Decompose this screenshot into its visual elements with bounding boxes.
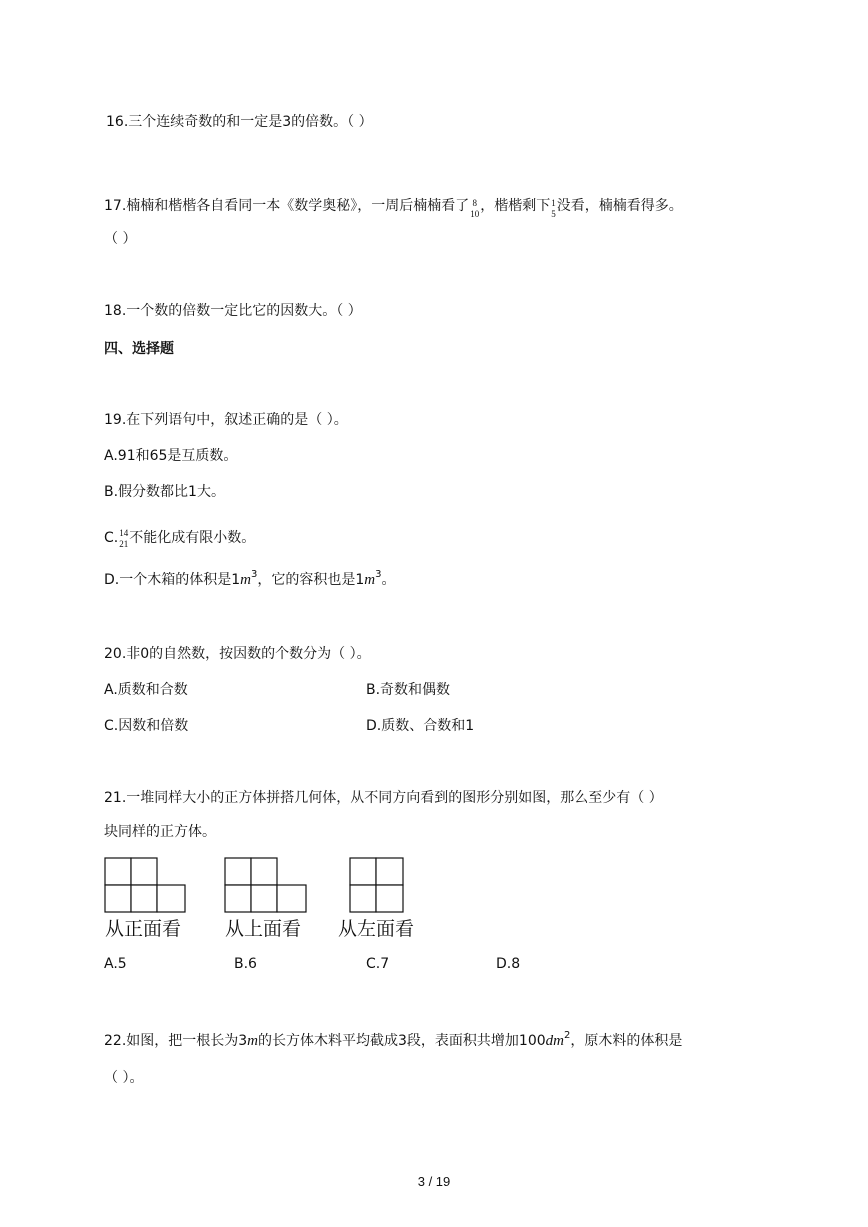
option-text: A.5	[104, 956, 127, 972]
fraction-8-10	[470, 198, 479, 219]
question-22-stem	[104, 1031, 682, 1051]
front-view-cell	[157, 885, 185, 912]
question-21-text: 21.一堆同样大小的正方体拼搭几何体，从不同方向看到的图形分别如图，那么至少有（ ）	[104, 790, 663, 806]
question-22-part3: ，原木料的体积是	[570, 1033, 683, 1049]
question-20-text: 20.非0的自然数，按因数的个数分为（ ）。	[104, 646, 371, 662]
left-view-label: 从左面看	[338, 918, 415, 940]
front-view-cell	[131, 858, 157, 885]
front-view-label: 从正面看	[105, 918, 182, 940]
question-21-option-b	[234, 954, 257, 974]
front-view-cell	[131, 885, 157, 912]
exponent: 2	[564, 1030, 571, 1041]
question-16	[106, 112, 373, 132]
option-text: A.91和65是互质数。	[104, 448, 238, 464]
fraction-1-5	[551, 198, 556, 219]
fraction-numerator: 8	[472, 198, 478, 208]
option-text-part2: ，它的容积也是1	[257, 572, 365, 588]
answer-blank: （ ）	[104, 231, 137, 247]
top-view-cell	[225, 858, 251, 885]
question-21-stem-cont	[104, 822, 216, 842]
fraction-denominator: 5	[551, 209, 556, 219]
fraction-denominator: 21	[119, 539, 129, 549]
top-view-cell	[251, 885, 277, 912]
section-heading	[104, 339, 174, 359]
front-view-cell	[105, 858, 131, 885]
option-text-part1: D.一个木箱的体积是1	[104, 572, 241, 588]
unit-dm: dm	[545, 1033, 564, 1049]
question-21-text-cont: 块同样的正方体。	[104, 824, 216, 840]
question-20-option-b	[366, 680, 450, 700]
top-view-cell	[277, 885, 306, 912]
section-title: 四、选择题	[104, 341, 174, 357]
fraction-14-21	[119, 528, 128, 549]
unit-m: m	[247, 1033, 259, 1049]
question-18	[104, 301, 362, 321]
question-17-part1: 17.楠楠和楷楷各自看同一本《数学奥秘》，一周后楠楠看了	[104, 198, 470, 214]
top-view-figure	[224, 857, 310, 915]
question-22-answer-blank	[104, 1068, 143, 1088]
option-text: C.因数和倍数	[104, 718, 189, 734]
option-text: D.8	[496, 956, 521, 972]
unit-m: m	[240, 572, 251, 588]
question-19-option-c	[104, 528, 255, 549]
left-view-cell	[376, 858, 403, 885]
page-number: 3 / 19	[417, 1174, 451, 1189]
question-20-stem	[104, 644, 371, 664]
option-text: D.质数、合数和1	[366, 718, 475, 734]
question-19-stem	[104, 410, 348, 430]
front-view-cell	[105, 885, 131, 912]
fraction-denominator: 10	[470, 209, 480, 219]
question-20-option-a	[104, 680, 188, 700]
exponent: 3	[250, 569, 258, 580]
left-view-cell	[376, 885, 403, 912]
question-19-option-d	[104, 570, 396, 590]
fraction-numerator: 1	[551, 198, 556, 208]
top-view-label: 从上面看	[225, 918, 302, 940]
exponent: 3	[375, 569, 382, 580]
question-20-option-c	[104, 716, 188, 736]
question-17-part3: 没看，楠楠看得多。	[556, 198, 683, 214]
option-text: B.6	[234, 956, 257, 972]
top-view-cell	[225, 885, 251, 912]
question-20-option-d	[366, 716, 474, 736]
question-17-part2: ，楷楷剩下	[480, 198, 551, 214]
answer-blank: （ ）。	[104, 1070, 144, 1086]
option-text: B.假分数都比1大。	[104, 484, 225, 500]
question-19-option-b	[104, 482, 225, 502]
left-view-cell	[350, 885, 376, 912]
option-text: A.质数和合数	[104, 682, 188, 698]
option-text: 不能化成有限小数。	[129, 530, 256, 546]
option-text: C.7	[366, 956, 390, 972]
question-21-option-d	[496, 954, 520, 974]
front-view-figure	[104, 857, 188, 915]
question-22-part2: 的长方体木料平均截成3段，表面积共增加100	[258, 1033, 546, 1049]
top-view-cell	[251, 858, 277, 885]
question-19-text: 19.在下列语句中，叙述正确的是（ ）。	[104, 412, 348, 428]
question-17-answer-blank	[104, 229, 136, 249]
option-prefix: C.	[104, 530, 119, 546]
unit-m: m	[364, 572, 376, 588]
question-22-part1: 22.如图，把一根长为3	[104, 1033, 248, 1049]
question-21-option-a	[104, 954, 127, 974]
option-text-part3: 。	[381, 572, 396, 588]
option-text: B.奇数和偶数	[366, 682, 451, 698]
fraction-numerator: 14	[119, 528, 129, 538]
question-17	[104, 196, 683, 219]
left-view-figure	[349, 857, 407, 915]
question-19-option-a	[104, 446, 237, 466]
question-18-text: 18.一个数的倍数一定比它的因数大。（ ）	[104, 303, 362, 319]
left-view-cell	[350, 858, 376, 885]
question-16-text: 16.三个连续奇数的和一定是3的倍数。（ ）	[106, 114, 373, 130]
question-21-option-c	[366, 954, 389, 974]
question-21-stem	[104, 788, 663, 808]
